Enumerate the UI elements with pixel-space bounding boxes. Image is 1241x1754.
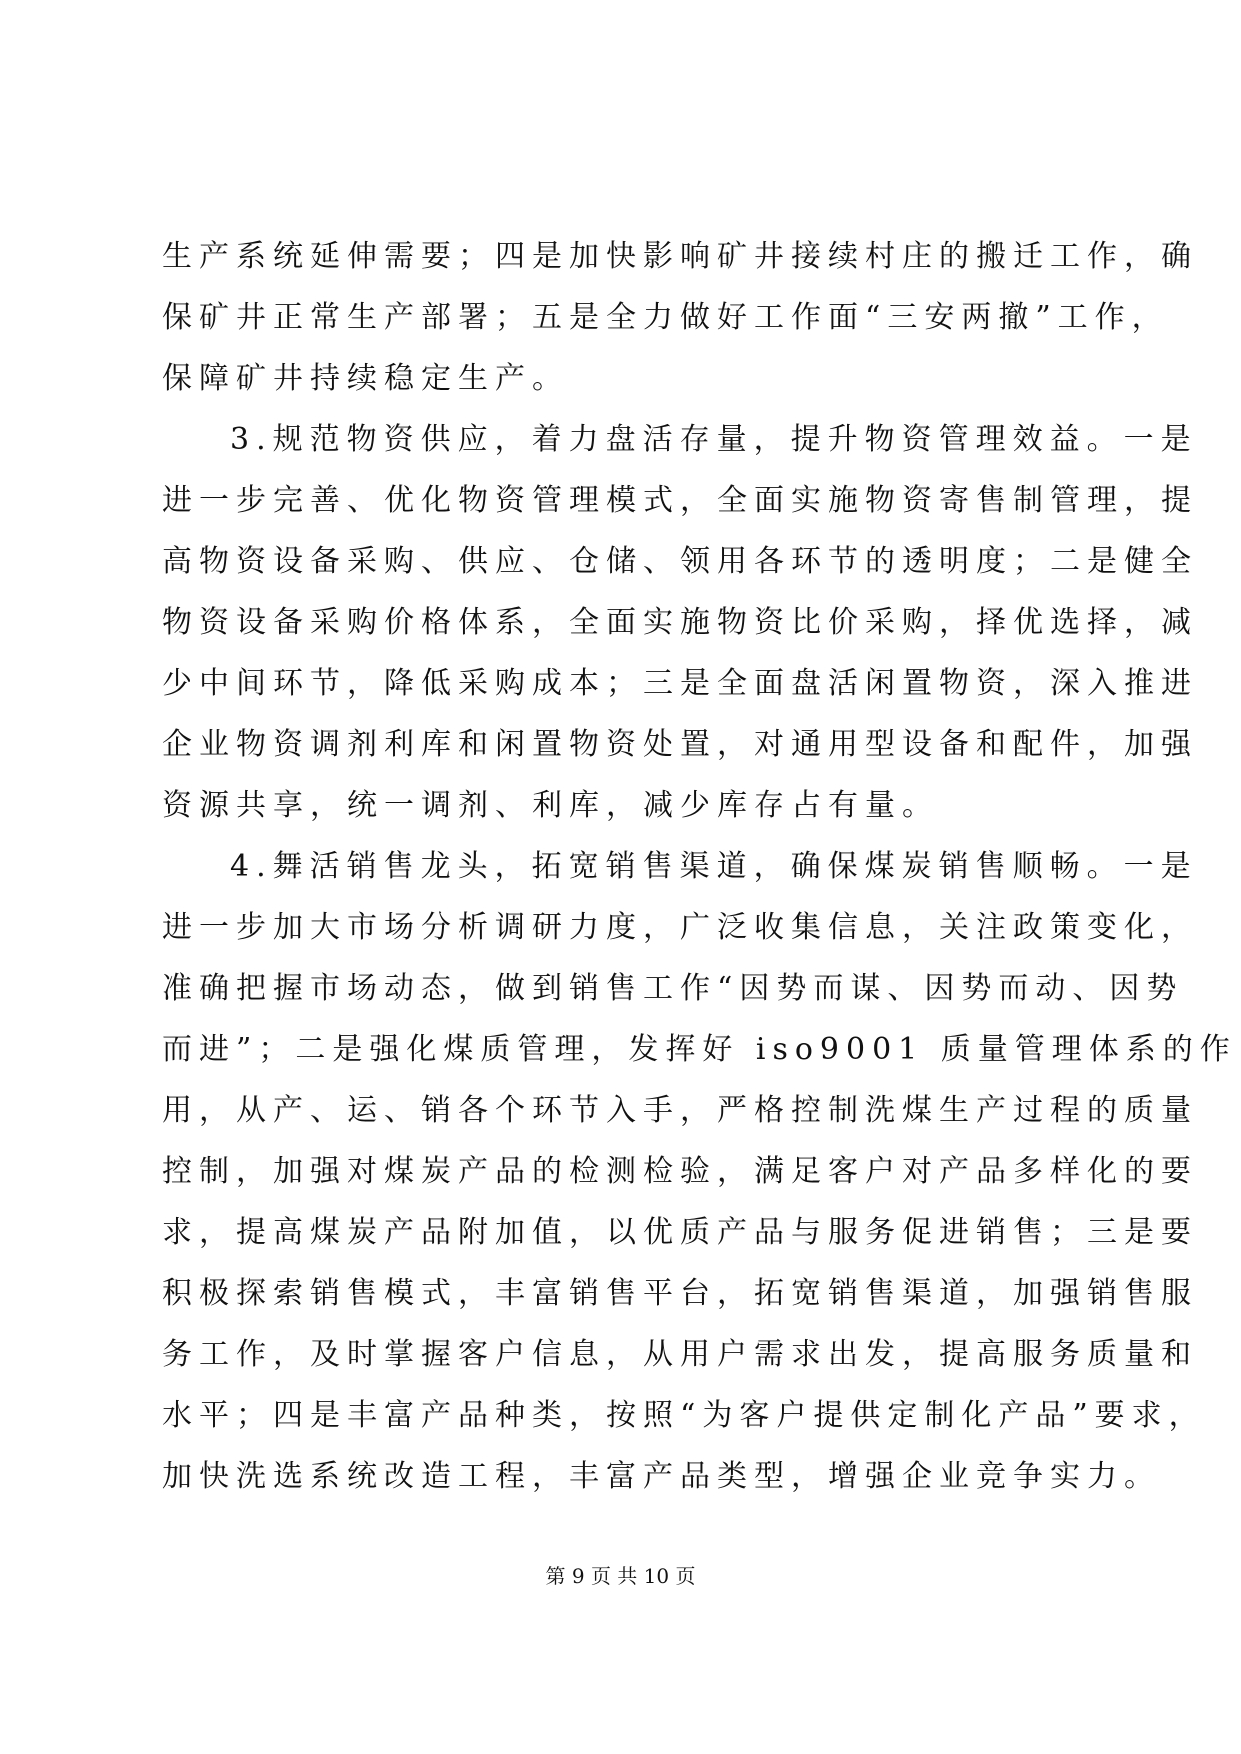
text-line: 企业物资调剂利库和闲置物资处置，对通用型设备和配件，加强 — [162, 727, 1198, 762]
text-line: 物资设备采购价格体系，全面实施物资比价采购，择优选择，减 — [162, 605, 1198, 640]
text-line: 用，从产、运、销各个环节入手，严格控制洗煤生产过程的质量 — [162, 1093, 1198, 1128]
text-line: 生产系统延伸需要；四是加快影响矿井接续村庄的搬迁工作，确 — [162, 239, 1198, 274]
text-line: 准确把握市场动态，做到销售工作“因势而谋、因势而动、因势 — [162, 971, 1184, 1006]
text-line: 务工作，及时掌握客户信息，从用户需求出发，提高服务质量和 — [162, 1337, 1198, 1372]
text-line: 进一步加大市场分析调研力度，广泛收集信息，关注政策变化， — [162, 910, 1198, 945]
text-line: 而进”；二是强化煤质管理，发挥好 iso9001 质量管理体系的作 — [162, 1032, 1237, 1067]
document-body — [162, 226, 1237, 1507]
page-number-footer: 第 9 页 共 10 页 — [545, 1564, 696, 1588]
text-line: 控制，加强对煤炭产品的检测检验，满足客户对产品多样化的要 — [162, 1154, 1198, 1189]
text-line: 加快洗选系统改造工程，丰富产品类型，增强企业竞争实力。 — [162, 1459, 1161, 1494]
text-line: 水平；四是丰富产品种类，按照“为客户提供定制化产品”要求， — [162, 1398, 1206, 1433]
text-line: 积极探索销售模式，丰富销售平台，拓宽销售渠道，加强销售服 — [162, 1276, 1198, 1311]
text-line: 进一步完善、优化物资管理模式，全面实施物资寄售制管理，提 — [162, 483, 1198, 518]
text-line: 高物资设备采购、供应、仓储、领用各环节的透明度；二是健全 — [162, 544, 1198, 579]
text-line: 保矿井正常生产部署；五是全力做好工作面“三安两撤”工作， — [162, 300, 1169, 335]
paragraph-heading-line: 4.舞活销售龙头，拓宽销售渠道，确保煤炭销售顺畅。一是 — [230, 849, 1198, 884]
text-line: 少中间环节，降低采购成本；三是全面盘活闲置物资，深入推进 — [162, 666, 1198, 701]
text-line: 资源共享，统一调剂、利库，减少库存占有量。 — [162, 788, 939, 823]
text-line: 求，提高煤炭产品附加值，以优质产品与服务促进销售；三是要 — [162, 1215, 1198, 1250]
text-line: 保障矿井持续稳定生产。 — [162, 361, 569, 396]
paragraph-heading-line: 3.规范物资供应，着力盘活存量，提升物资管理效益。一是 — [230, 422, 1198, 457]
